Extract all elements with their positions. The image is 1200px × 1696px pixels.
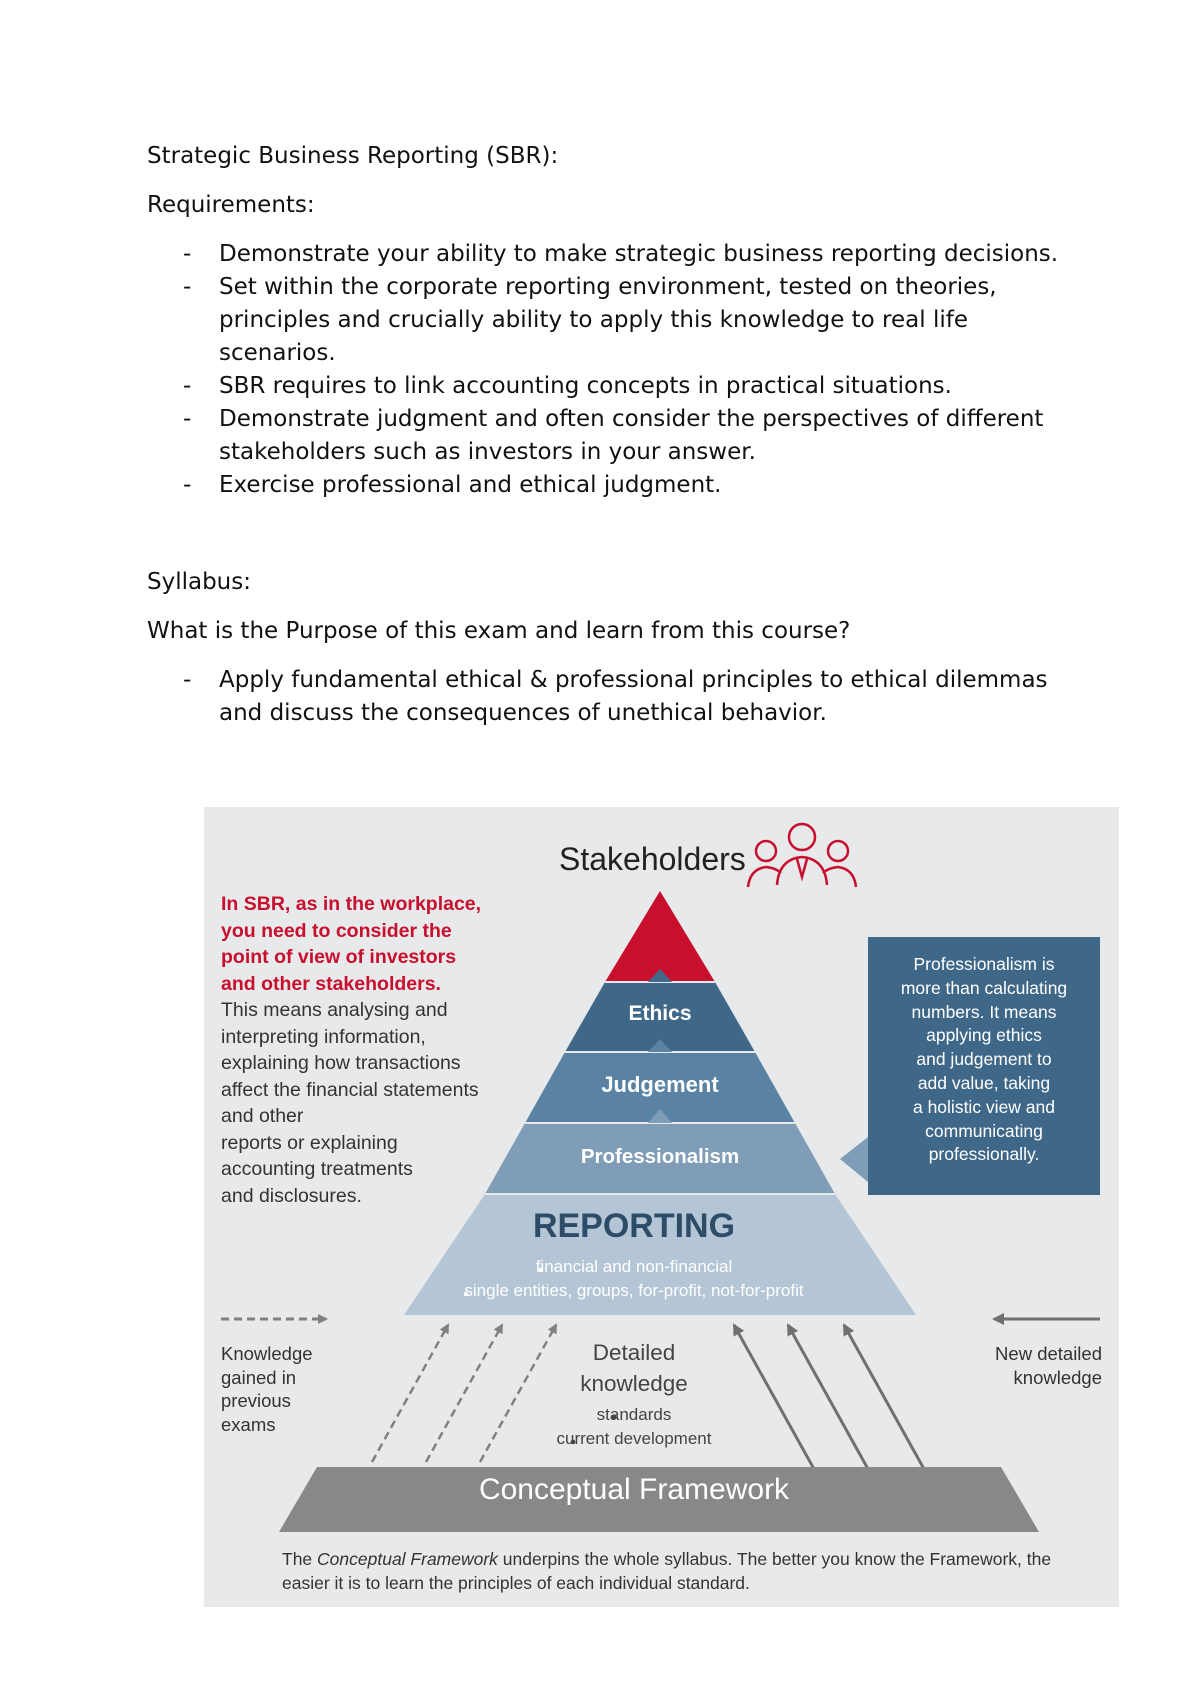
knowledge-line: previous	[221, 1390, 291, 1411]
reporting-items	[404, 1255, 864, 1303]
reporting-item: financial and non-financial	[535, 1257, 733, 1276]
stakeholder-explanation	[221, 891, 521, 1209]
detailed-title-line: knowledge	[580, 1371, 688, 1396]
knowledge-line: New detailed	[995, 1343, 1102, 1364]
document-body	[147, 140, 1087, 746]
detailed-title-line: Detailed	[592, 1340, 676, 1365]
professionalism-callout	[868, 937, 1100, 1195]
callout-line: Professionalism is	[913, 954, 1055, 974]
highlight-line: point of view of investors	[221, 946, 457, 968]
requirement-item: - Demonstrate your ability to make strategic business reporting decisions.	[147, 238, 1087, 271]
callout-line: professionally.	[928, 1144, 1040, 1165]
requirements-list	[147, 238, 1087, 502]
document-title: Strategic Business Reporting (SBR):	[147, 143, 559, 169]
highlight-line: and other stakeholders.	[221, 972, 441, 995]
footnote-pre: The	[282, 1549, 318, 1569]
highlight-line: you need to consider the	[221, 919, 452, 942]
callout-line: applying ethics	[926, 1025, 1042, 1046]
footnote-post: underpins the whole syllabus. The better you know the Framework, the easier it is to learn the principles of each individual standard.	[282, 1549, 1052, 1593]
body-line: affect the financial statements	[221, 1078, 479, 1101]
ethics-label: Ethics	[628, 1002, 692, 1025]
conceptual-framework-label: Conceptual Framework	[478, 1473, 790, 1506]
purpose-question: What is the Purpose of this exam and learn from this course?	[147, 618, 851, 644]
syllabus-heading: Syllabus:	[147, 569, 251, 595]
professionalism-label: Professionalism	[580, 1145, 740, 1168]
detailed-item: standards	[596, 1405, 672, 1424]
requirement-item: - Set within the corporate reporting environment, tested on theories, principles and crucially ability to apply this knowledge to real life scenarios.	[147, 271, 1087, 370]
callout-pointer	[840, 1137, 868, 1182]
body-line: interpreting information,	[221, 1025, 426, 1048]
body-line: This means analysing and	[221, 999, 448, 1021]
knowledge-line: Knowledge	[221, 1343, 313, 1364]
body-line: and disclosures.	[221, 1184, 362, 1207]
body-line: accounting treatments	[221, 1158, 413, 1180]
detailed-knowledge	[504, 1337, 764, 1451]
requirement-item: - Demonstrate judgment and often consider the perspectives of different stakeholders such as investors in your answer.	[147, 403, 1087, 469]
requirements-heading: Requirements:	[147, 192, 315, 218]
body-line: reports or explaining	[221, 1131, 398, 1154]
callout-line: and judgement to	[916, 1049, 1052, 1070]
callout-line: numbers. It means	[911, 1001, 1057, 1022]
new-knowledge-label	[995, 1342, 1102, 1389]
knowledge-line: gained in	[221, 1366, 297, 1388]
purpose-list	[147, 664, 1087, 730]
judgement-label: Judgement	[601, 1072, 719, 1097]
callout-line: add value, taking	[917, 1072, 1051, 1093]
highlight-line: In SBR, as in the workplace,	[221, 893, 482, 915]
section-spacer	[147, 518, 1087, 566]
callout-line: a holistic view and	[912, 1096, 1056, 1117]
sbr-infographic	[204, 807, 1119, 1607]
body-line: and other	[221, 1105, 304, 1127]
stakeholders-title: Stakeholders	[559, 841, 746, 877]
callout-line: more than calculating	[900, 977, 1068, 998]
framework-footnote	[282, 1547, 1082, 1595]
purpose-item: - Apply fundamental ethical & professional principles to ethical dilemmas and discuss the consequences of unethical behavior.	[147, 664, 1087, 730]
requirement-item: - Exercise professional and ethical judgment.	[147, 469, 1087, 502]
body-line: explaining how transactions	[221, 1052, 461, 1074]
previous-knowledge-label	[221, 1342, 313, 1436]
callout-line: communicating	[925, 1120, 1043, 1141]
requirement-item: - SBR requires to link accounting concepts in practical situations.	[147, 370, 1087, 403]
reporting-label: REPORTING	[532, 1207, 736, 1245]
people-group-icon	[748, 824, 856, 887]
reporting-item: single entities, groups, for-profit, not-for-profit	[464, 1281, 804, 1300]
pyramid-apex	[605, 891, 715, 982]
knowledge-line: knowledge	[1013, 1366, 1102, 1388]
footnote-emphasis: Conceptual Framework	[317, 1549, 498, 1569]
detailed-item: current development	[556, 1429, 712, 1448]
detailed-items	[504, 1403, 764, 1451]
knowledge-line: exams	[221, 1413, 276, 1435]
dashed-up-arrow	[372, 1325, 448, 1462]
